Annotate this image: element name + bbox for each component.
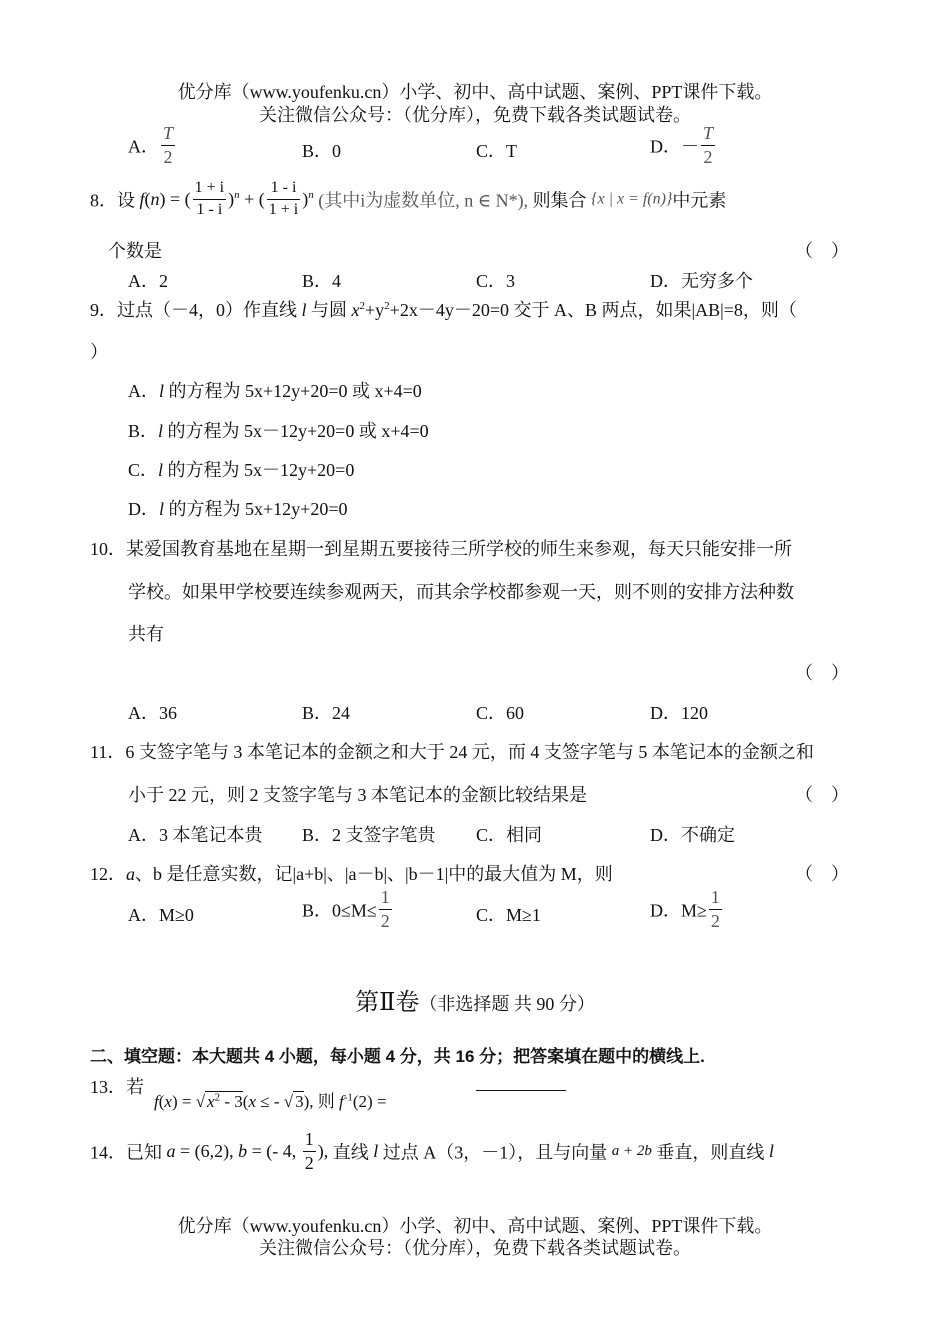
q7-option-c: C．T (476, 141, 518, 161)
q7-option-b: B．0 (302, 141, 342, 161)
fraction-numerator: T (701, 124, 715, 146)
q8-line-2: 个数是 (108, 241, 162, 261)
fraction-numerator: 1 (709, 888, 722, 910)
q9-option-b: B．l 的方程为 5x－12y+20=0 或 x+4=0 (128, 421, 429, 441)
q11-option-c: C．相同 (476, 825, 543, 845)
option-label: B．0≤M≤ (302, 900, 377, 921)
fraction-numerator: T (161, 124, 175, 146)
q13-number: 13．若 (90, 1077, 144, 1097)
set-notation: {x | x = f(n)} (591, 190, 673, 208)
footer-line-2: 关注微信公众号：（优分库），免费下载各类试题试卷。 (259, 1238, 691, 1258)
q10-answer-bracket: （ ） (795, 663, 849, 683)
fraction-numerator: 1 - i (267, 180, 300, 200)
q8-answer-bracket: （ ） (795, 241, 849, 261)
q10-line-1: 10．某爱国教育基地在星期一到星期五要接待三所学校的师生来参观，每天只能安排一所 (90, 539, 792, 559)
option-label: D．－ (650, 136, 699, 157)
fraction-denominator: 2 (380, 910, 390, 931)
q10-option-d: D．120 (650, 703, 708, 723)
q12-option-b (302, 888, 394, 931)
question-number: 12． (90, 864, 126, 884)
q11-option-b: B．2 支签字笔贵 (302, 825, 436, 845)
q11-option-d: D．不确定 (650, 825, 735, 845)
q14-stem: 14．已知 a = (6,2), b = (- 4, $\frac{1}{2}$ ), 直线 l 过点 A（3，－1），且与向量 a + 2b 垂直，则直线 l (90, 1129, 774, 1173)
q9-text-b: 与圆 (311, 300, 348, 320)
q14-text-a: 直线 (332, 1142, 369, 1163)
fraction-numerator: 1 + i (193, 180, 226, 200)
part-2-heading (0, 982, 950, 1017)
q11-option-a: A．3 本笔记本贵 (128, 825, 263, 845)
fraction-numerator: 1 (379, 888, 392, 910)
option-text: 的方程为 5x+12y+20=0 或 x+4=0 (168, 381, 422, 401)
imaginary-unit-note: (其中i为虚数单位, n ∈ N*), (318, 190, 529, 211)
q13-answer-blank[interactable] (476, 1090, 566, 1091)
option-label: C． (128, 460, 159, 480)
q12-option-c: C．M≥1 (476, 905, 541, 925)
question-number: 14．已知 (90, 1142, 162, 1163)
option-text: 的方程为 5x－12y+20=0 或 x+4=0 (167, 421, 429, 441)
option-label: D． (128, 499, 159, 519)
option-text: 的方程为 5x－12y+20=0 (167, 460, 355, 480)
q10-option-b: B．24 (302, 703, 351, 723)
q9-text-a: 9．过点（－4，0）作直线 (90, 300, 297, 320)
q12-option-d (650, 888, 724, 931)
q14-text-c: 垂直，则直线 (656, 1142, 765, 1163)
q8-option-d: D．无穷多个 (650, 271, 753, 291)
q8-stem: 8．设 f(n) = ( $\frac{1 + i}{1 - i}$ )$^n$ + ( $\frac{1 - i}{1 + i}$ )$^n$ (其中i为虚数单位, n ∈ N*), 则集合 {x | x = f(n)}中元素 (90, 179, 727, 218)
q11-line-1: 11．6 支签字笔与 3 本笔记本的金额之和大于 24 元，而 4 支签字笔与 5 本笔记本的金额之和 (90, 742, 814, 762)
q8-tail-2: 中元素 (672, 190, 727, 211)
q10-line-3: 共有 (128, 624, 164, 644)
q12-option-a: A．M≥0 (128, 905, 194, 925)
fraction-denominator: 1 + i (268, 200, 299, 218)
q7-option-a (128, 124, 177, 167)
q9-stem: 9．过点（－4，0）作直线 l 与圆 $x^2+y^2+2x-4y-20=0$ 交于 A、B 两点，如果|AB|=8，则（ (90, 300, 797, 320)
q9-option-c: C．l 的方程为 5x－12y+20=0 (128, 460, 355, 480)
q12-stem: 12．a、b 是任意实数，记|a+b|、|a－b|、|b－1|中的最大值为 M，则 (90, 864, 613, 884)
option-text: 的方程为 5x+12y+20=0 (168, 499, 348, 519)
q8-option-c: C．3 (476, 271, 516, 291)
fraction-denominator: 1 - i (196, 200, 223, 218)
q9-line-2: ） (90, 342, 108, 362)
option-label: D．M≥ (650, 900, 707, 921)
part-2-title: 第Ⅱ卷 (355, 990, 420, 1016)
q11-answer-bracket: （ ） (795, 785, 849, 805)
option-label: B． (128, 421, 159, 441)
q14-text-b: 过点 A（3，－1），且与向量 (382, 1142, 608, 1163)
q8-option-a: A．2 (128, 271, 168, 291)
q13-expression: f(x) = √ $x^2 - 3(x$ ≤ - √ 3), 则 $f^{-1}(2)$ = (154, 1091, 387, 1111)
q10-option-a: A．36 (128, 703, 177, 723)
header-line-1: 优分库（www.youfenku.cn）小学、初中、高中试题、案例、PPT课件下载。 (177, 82, 773, 102)
fraction-denominator: 2 (703, 146, 713, 167)
fraction-denominator: 2 (163, 146, 173, 167)
fraction-denominator: 2 (710, 910, 720, 931)
vector-sum: a + 2b (611, 1142, 652, 1159)
q10-line-2: 学校。如果甲学校要连续参观两天，而其余学校都参观一天，则不则的安排方法种数 (128, 582, 794, 602)
q9-option-a: A．l 的方程为 5x+12y+20=0 或 x+4=0 (128, 381, 422, 401)
option-label: A． (128, 136, 159, 157)
part-2-subtitle: （非选择题 共 90 分） (419, 994, 595, 1014)
q7-option-d (650, 124, 717, 167)
header-line-2: 关注微信公众号：（优分库），免费下载各类试题试卷。 (259, 105, 691, 125)
q8-option-b: B．4 (302, 271, 342, 291)
q8-tail: 则集合 (532, 190, 587, 211)
q9-option-d: D．l 的方程为 5x+12y+20=0 (128, 499, 348, 519)
q12-answer-bracket: （ ） (795, 864, 849, 884)
q12-text: 、b 是任意实数，记|a+b|、|a－b|、|b－1|中的最大值为 M，则 (135, 864, 613, 884)
section-2-heading: 二、填空题：本大题共 4 小题，每小题 4 分，共 16 分；把答案填在题中的横线上. (90, 1047, 705, 1066)
q10-option-c: C．60 (476, 703, 525, 723)
q9-text-c: 交于 A、B 两点，如果|AB|=8，则（ (513, 300, 797, 320)
option-label: A． (128, 381, 159, 401)
q11-line-2: 小于 22 元，则 2 支签字笔与 3 本笔记本的金额比较结果是 (128, 785, 587, 805)
footer-line-1: 优分库（www.youfenku.cn）小学、初中、高中试题、案例、PPT课件下载。 (177, 1216, 773, 1236)
question-number: 8．设 (90, 190, 135, 211)
